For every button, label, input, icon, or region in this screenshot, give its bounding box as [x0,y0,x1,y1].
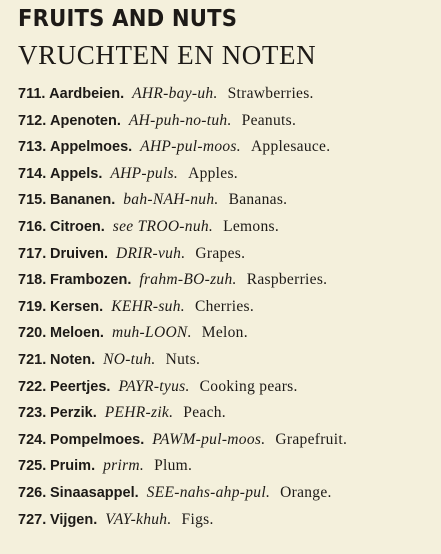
english-translation: Cherries. [194,297,255,315]
pronunciation: muh-LOON. [111,324,192,342]
vocabulary-entry [18,111,438,138]
vocabulary-entry [18,377,438,404]
english-translation: Cooking pears. [199,377,298,395]
pronunciation: AHP-puls. [110,164,179,182]
entry-number: 712. [18,112,47,129]
vocabulary-entry [18,217,438,244]
vocabulary-entry [18,164,438,191]
english-translation: Peach. [183,404,226,422]
entry-number: 715. [18,192,47,209]
entry-number: 711. [18,86,46,102]
dutch-word: Kersen. [49,298,104,315]
english-translation: Lemons. [223,217,280,235]
entry-number: 717. [18,245,47,262]
dutch-word: Noten. [49,351,96,368]
vocabulary-entry [18,483,438,510]
dutch-word: Citroen. [49,218,105,235]
dutch-word: Perzik. [49,405,97,422]
english-translation: Figs. [181,510,214,528]
dutch-word: Sinaasappel. [49,484,139,501]
english-translation: Apples. [188,164,238,182]
pronunciation: PAYR-tyus. [118,377,190,395]
entry-number: 727. [18,511,47,528]
vocabulary-entry [18,456,438,483]
section-title-english: FRUITS AND NUTS [18,6,238,32]
entry-number: 722. [18,378,47,395]
pronunciation: AHP-pul-moos. [140,138,241,156]
dutch-word: Apenoten. [49,112,121,129]
vocabulary-entry [18,297,438,324]
pronunciation: VAY-khuh. [105,510,172,528]
english-translation: Peanuts. [241,111,297,129]
pronunciation: DRIR-vuh. [116,244,186,262]
pronunciation: NO-tuh. [103,350,156,368]
pronunciation: KEHR-suh. [111,297,185,315]
entry-number: 725. [18,458,47,475]
vocabulary-entry [18,190,438,217]
section-title-dutch: VRUCHTEN EN NOTEN [18,40,317,70]
english-translation: Melon. [201,324,248,342]
english-translation: Applesauce. [250,138,331,156]
pronunciation: PAWM-pul-moos. [152,430,266,448]
english-translation: Plum. [154,457,193,475]
entry-number: 716. [18,218,47,235]
entry-number: 721. [18,351,47,368]
vocabulary-entry [18,137,438,164]
entry-number: 719. [18,298,47,315]
pronunciation: AHR-bay-uh. [132,85,218,102]
entry-number: 720. [18,325,47,342]
pronunciation: AH-puh-no-tuh. [128,111,232,129]
pronunciation: PEHR-zik. [104,404,174,422]
entry-number: 718. [18,272,47,289]
pronunciation: see TROO-nuh. [112,217,214,235]
vocabulary-entry [18,403,438,430]
dutch-word: Frambozen. [49,272,132,289]
vocabulary-entry [18,510,438,537]
dutch-word: Vijgen. [49,511,98,528]
vocabulary-entry [18,270,438,297]
english-translation: Grapefruit. [275,430,348,448]
english-translation: Bananas. [228,191,288,209]
dutch-word: Bananen. [49,192,116,209]
dutch-word: Peertjes. [49,378,111,395]
dutch-word: Aardbeien. [49,86,125,102]
entry-number: 726. [18,484,47,501]
dutch-word: Pompelmoes. [49,431,145,448]
english-translation: Strawberries. [227,85,314,102]
dutch-word: Appels. [49,165,103,182]
vocabulary-entry [18,350,438,377]
entry-number: 713. [18,139,47,156]
pronunciation: prirm. [103,457,145,475]
vocabulary-entry [18,430,438,457]
vocabulary-entry [18,84,438,111]
pronunciation: SEE-nahs-ahp-pul. [146,483,271,501]
english-translation: Raspberries. [246,271,328,289]
vocabulary-entry [18,323,438,350]
english-translation: Nuts. [165,350,201,368]
entry-number: 724. [18,431,47,448]
english-translation: Grapes. [195,244,246,262]
dutch-word: Meloen. [49,325,104,342]
entry-number: 723. [18,405,47,422]
entry-number: 714. [18,165,47,182]
pronunciation: frahm-BO-zuh. [139,271,237,289]
english-translation: Orange. [280,483,332,501]
pronunciation: bah-NAH-nuh. [123,191,219,209]
dutch-word: Pruim. [49,458,96,475]
dutch-word: Druiven. [49,245,108,262]
vocabulary-entry [18,244,438,271]
vocabulary-list [18,84,438,536]
dutch-word: Appelmoes. [49,139,133,156]
